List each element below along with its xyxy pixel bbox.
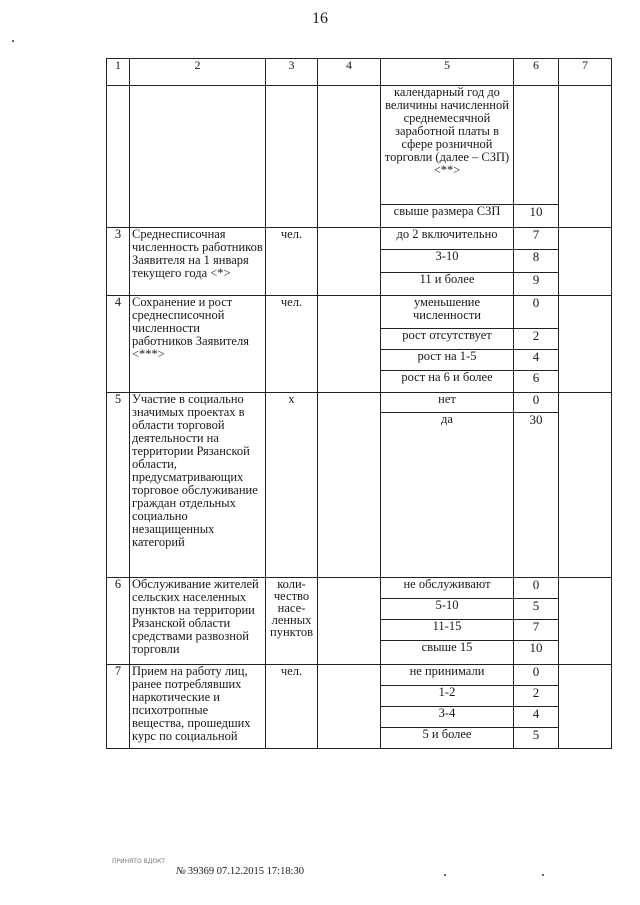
row-number: 4: [107, 296, 130, 393]
empty-cell: [318, 665, 381, 749]
table-row: [107, 86, 612, 205]
column-header: 2: [130, 59, 266, 86]
score-cell: 6: [514, 371, 559, 393]
score-cell: [514, 86, 559, 205]
score-cell: 0: [514, 393, 559, 413]
table-row: [107, 578, 612, 599]
table-row: [107, 296, 612, 329]
empty-cell: [559, 578, 612, 665]
option-text: свыше размера СЗП: [381, 205, 514, 228]
criterion-text: Среднесписочная численность работников Заявителя на 1 января текущего года <*>: [130, 228, 266, 296]
table-row: [107, 665, 612, 686]
score-cell: 8: [514, 250, 559, 273]
table-row: [107, 228, 612, 250]
unit-cell: чел.: [266, 296, 318, 393]
score-cell: 4: [514, 707, 559, 728]
criterion-text: Участие в социально значимых проектах в области торговой деятельности на территории Рязанской области, предусматривающих торговое обслуживание граждан отдельных социально незащищенных категорий: [130, 393, 266, 578]
option-text: рост на 6 и более: [381, 371, 514, 393]
score-cell: 10: [514, 641, 559, 665]
unit-cell: чел.: [266, 665, 318, 749]
option-text: уменьшение численности: [381, 296, 514, 329]
score-cell: 2: [514, 686, 559, 707]
page-number: 16: [312, 10, 328, 27]
option-text: 11-15: [381, 620, 514, 641]
number-sign-icon: №: [176, 866, 186, 877]
score-cell: 10: [514, 205, 559, 228]
row-number: 3: [107, 228, 130, 296]
empty-cell: [318, 393, 381, 578]
option-text: 5-10: [381, 599, 514, 620]
document-stamp: [176, 866, 304, 877]
criterion-text: Обслуживание жителей сельских населенных пунктов на территории Рязанской области средствами развозной торговли: [130, 578, 266, 665]
unit-cell: [266, 86, 318, 228]
option-text: рост на 1-5: [381, 350, 514, 371]
row-number: 6: [107, 578, 130, 665]
empty-cell: [318, 86, 381, 228]
column-header: 7: [559, 59, 612, 86]
unit-cell: коли-чество насе-ленных пунктов: [266, 578, 318, 665]
footer-small-text: ПРИНЯТО ВДОКТ: [112, 858, 166, 865]
stamp-text: 39369 07.12.2015 17:18:30: [187, 866, 304, 877]
option-text: 3-4: [381, 707, 514, 728]
score-cell: 7: [514, 620, 559, 641]
score-cell: 0: [514, 296, 559, 329]
empty-cell: [318, 578, 381, 665]
option-text: календарный год до величины начисленной среднемесячной заработной платы в сфере розничной торговли (далее – СЗП) <**>: [381, 86, 514, 205]
score-cell: 5: [514, 728, 559, 749]
scan-speck: [542, 874, 544, 876]
option-text: 1-2: [381, 686, 514, 707]
score-cell: 5: [514, 599, 559, 620]
table-row: [107, 393, 612, 413]
empty-cell: [559, 228, 612, 296]
empty-cell: [318, 296, 381, 393]
criterion-text: [130, 86, 266, 228]
row-number: [107, 86, 130, 228]
column-header: 6: [514, 59, 559, 86]
header-row: [107, 59, 612, 86]
criterion-text: Сохранение и рост среднесписочной численности работников Заявителя <***>: [130, 296, 266, 393]
empty-cell: [559, 86, 612, 228]
column-header: 4: [318, 59, 381, 86]
option-text: 11 и более: [381, 273, 514, 296]
score-cell: 7: [514, 228, 559, 250]
score-cell: 0: [514, 578, 559, 599]
score-cell: 2: [514, 329, 559, 350]
option-text: да: [381, 413, 514, 578]
option-text: до 2 включительно: [381, 228, 514, 250]
option-text: нет: [381, 393, 514, 413]
empty-cell: [559, 393, 612, 578]
row-number: 7: [107, 665, 130, 749]
unit-cell: чел.: [266, 228, 318, 296]
score-cell: 0: [514, 665, 559, 686]
column-header: 3: [266, 59, 318, 86]
option-text: не обслуживают: [381, 578, 514, 599]
empty-cell: [318, 228, 381, 296]
scan-speck: [444, 874, 446, 876]
option-text: 3-10: [381, 250, 514, 273]
option-text: рост отсутствует: [381, 329, 514, 350]
option-text: 5 и более: [381, 728, 514, 749]
score-cell: 4: [514, 350, 559, 371]
score-cell: 9: [514, 273, 559, 296]
empty-cell: [559, 296, 612, 393]
unit-cell: х: [266, 393, 318, 578]
option-text: свыше 15: [381, 641, 514, 665]
score-cell: 30: [514, 413, 559, 578]
criteria-table: [106, 58, 612, 749]
criterion-text: Прием на работу лиц, ранее потреблявших наркотические и психотропные вещества, прошедших курс по социальной: [130, 665, 266, 749]
option-text: не принимали: [381, 665, 514, 686]
empty-cell: [559, 665, 612, 749]
scan-speck: [12, 40, 14, 42]
row-number: 5: [107, 393, 130, 578]
column-header: 5: [381, 59, 514, 86]
column-header: 1: [107, 59, 130, 86]
